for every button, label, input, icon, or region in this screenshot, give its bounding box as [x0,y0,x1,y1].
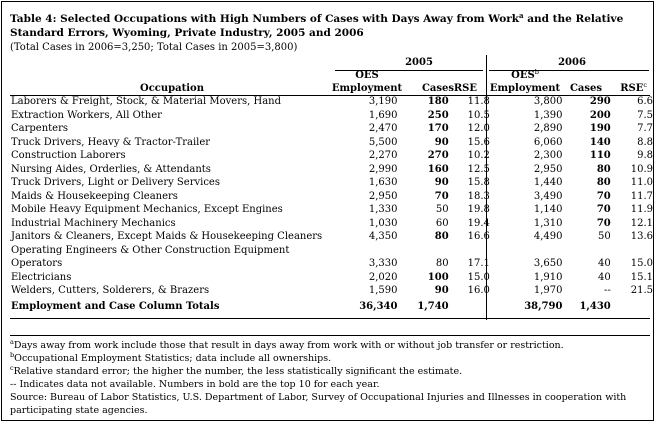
cases-2006-cell: 80 [596,177,611,188]
table-row [11,149,653,163]
cases-2006-cell: 40 [598,258,611,269]
cases-2005-header: Cases [421,83,454,94]
cases-2005-cell: 250 [427,109,449,121]
cases-2005-cell: 80 [435,258,449,269]
totals-oes-2006: 38,790 [524,300,563,312]
cases-2005-cell: 180 [427,96,449,107]
rse-2005-cell: 19.8 [467,204,490,215]
rse-2006-cell: 15.1 [630,271,653,283]
oes-2006-label: OES [511,70,535,81]
oes-2005-cell: 5,500 [368,136,398,148]
table-row [11,95,653,109]
data-table [11,95,653,315]
oes-2006-line2: Employment [489,83,561,94]
cases-2006-cell: 290 [589,96,611,107]
occupation-cell: Truck Drivers, Light or Delivery Services [11,177,220,188]
cases-2005-cell: 90 [434,177,449,188]
oes-2005-cell: 2,950 [368,190,398,202]
totals-top-rule [10,318,650,319]
cases-2005-cell: 90 [434,136,449,148]
totals-row [11,298,653,315]
oes-2006-line1 [488,69,562,82]
footnote-marker: c [643,81,647,89]
table-row [11,217,653,231]
rse-2006-cell: 11.7 [630,190,653,202]
oes-2006-cell: 6,060 [533,136,563,148]
occupation-cell: Extraction Workers, All Other [11,109,162,121]
table-row [11,163,653,177]
cases-2006-cell: 40 [598,271,611,283]
occupation-line1: Operating Engineers & Other Construction Equipment [11,244,290,256]
rse-2005-cell: 16.6 [467,231,490,242]
title-text-cont: and the Relative Standard Errors, Wyoming, Private Industry, 2005 and 2006 [10,13,624,39]
occupation-cell: Electricians [11,271,72,283]
rse-2005-header: RSE [453,83,477,94]
oes-2006-cell: 2,300 [533,150,563,161]
table-frame [1,1,654,421]
oes-2006-header [488,69,562,95]
table-row [11,244,653,271]
cases-2006-header: Cases [569,83,602,94]
table-row [11,271,653,285]
totals-cases-2005: 1,740 [417,300,449,312]
oes-2006-cell: 1,310 [533,217,563,229]
table-row [11,136,653,150]
oes-2005-cell: 3,330 [368,258,398,269]
occupation-cell: Welders, Cutters, Solderers, & Brazers [11,285,210,296]
cases-2006-cell: 200 [589,109,611,121]
oes-2005-cell: 1,330 [368,204,398,215]
footnote-dash: -- Indicates data not available. Numbers in bold are the top 10 for each year. [10,379,380,390]
footnote-a [10,339,650,352]
cases-2006-cell: 70 [596,190,611,202]
rse-2005-cell: 10.2 [467,150,490,161]
rse-2005-cell: 15.0 [467,271,490,283]
cases-2005-cell: 90 [434,285,449,296]
table-row [11,109,653,123]
occupation-cell [11,244,329,271]
rse-2006-cell: 7.5 [637,109,653,121]
oes-2005-cell: 1,030 [368,217,398,229]
occupation-cell: Industrial Machinery Mechanics [11,217,176,229]
oes-2005-cell: 2,270 [368,150,398,161]
cases-2005-cell: 60 [435,217,449,229]
rse-2005-cell: 11.8 [467,96,490,107]
table-row [11,203,653,217]
footnote-marker: a [10,338,14,346]
rse-2006-label: RSE [620,83,644,94]
cases-2005-cell: 50 [435,204,449,215]
footnote-marker: a [519,11,524,20]
oes-2005-line1: OES [355,70,379,81]
oes-2006-cell: 2,890 [533,123,563,134]
title-text: Table 4: Selected Occupations with High Numbers of Cases with Days Away from Work [10,13,520,25]
cases-2006-cell: 110 [589,150,611,161]
table-row [11,122,653,136]
cases-2005-cell: 80 [434,231,449,242]
occupation-cell: Laborers & Freight, Stock, & Material Movers, Hand [11,96,282,107]
rse-2005-cell: 15.6 [467,136,490,148]
rse-2006-header [607,82,647,95]
footnote-marker: b [534,68,539,76]
source-note: Source: Bureau of Labor Statistics, U.S. Department of Labor, Survey of Occupational Injuries and Illnesses in cooperation with participating state agencies. [10,392,627,416]
occupation-line2: Operators [11,258,63,269]
oes-2005-line2: Employment [331,83,403,94]
totals-cases-2006: 1,430 [579,300,611,312]
rse-2006-cell: 11.0 [630,177,653,188]
rse-2005-cell: 12.5 [467,163,490,175]
rse-2006-cell: 11.9 [630,204,653,215]
year-2005-header: 2005 [405,57,433,68]
totals-bottom-rule [10,335,650,336]
cases-2005-cell: 270 [427,150,449,161]
occupation-header: Occupation [140,83,204,94]
footnote-c [10,365,650,378]
oes-2005-cell: 1,630 [368,177,398,188]
rse-2006-cell: 12.1 [630,217,653,229]
occupation-cell: Mobile Heavy Equipment Mechanics, Except Engines [11,204,283,215]
rse-2005-cell: 15.8 [467,177,490,188]
occupation-cell: Truck Drivers, Heavy & Tractor-Trailer [11,136,211,148]
cases-2005-cell: 160 [427,163,449,175]
oes-2005-cell: 3,190 [368,96,398,107]
table-subtitle: (Total Cases in 2006=3,250; Total Cases in 2005=3,800) [10,42,298,53]
oes-2005-cell: 2,990 [368,163,398,175]
oes-2005-cell: 1,690 [368,109,398,121]
oes-2006-cell: 3,800 [533,96,563,107]
rse-2006-cell: 10.9 [630,163,653,175]
occupation-cell: Nursing Aides, Orderlies, & Attendants [11,163,211,175]
cases-2006-cell: 70 [596,217,611,229]
table-row [11,176,653,190]
oes-2006-cell: 1,140 [533,204,563,215]
rse-2005-cell: 12.0 [467,123,490,134]
table-row [11,230,653,244]
footnotes [10,339,650,417]
oes-2005-cell: 2,020 [368,271,398,283]
cases-2005-cell: 170 [427,123,449,134]
cases-2005-cell: 100 [427,271,449,283]
oes-2006-cell: 1,390 [533,109,563,121]
oes-2006-cell: 3,650 [533,258,563,269]
year-2006-header: 2006 [558,57,586,68]
rse-2006-cell: 9.8 [637,150,653,161]
footnote-text: Days away from work include those that result in days away from work with or without job transfer or restriction. [13,340,564,351]
table-title [10,12,650,40]
oes-2006-cell: 2,950 [533,163,563,175]
totals-label: Employment and Case Column Totals [11,300,220,312]
rse-2005-cell: 16.0 [467,285,490,296]
occupation-cell: Construction Laborers [11,150,126,161]
rse-2006-cell: 15.0 [630,258,653,269]
oes-2006-cell: 1,970 [533,285,563,296]
rse-2005-cell: 18.3 [467,190,490,202]
rse-2005-cell: 19.4 [467,217,490,229]
oes-2005-cell: 2,470 [368,123,398,134]
cases-2006-cell: 70 [596,204,611,215]
rse-2005-cell: 10.5 [467,109,490,121]
cases-2006-cell: 50 [598,231,611,242]
totals-rse-2006 [611,298,653,315]
table-row [11,190,653,204]
rse-2006-cell: 13.6 [630,231,653,242]
oes-2006-cell: 1,440 [533,177,563,188]
footnote-text: Relative standard error; the higher the number, the less statistically significant the estimate. [13,366,463,377]
oes-2005-header [331,69,403,95]
cases-2006-cell: 190 [589,123,611,134]
occupation-cell: Carpenters [11,123,69,134]
cases-2006-cell: -- [604,285,611,296]
rse-2006-cell: 8.8 [637,136,653,148]
totals-rse-2005 [449,298,490,315]
rse-2006-cell: 7.7 [637,123,653,134]
footnote-marker: b [10,351,15,359]
footnote-text: Occupational Employment Statistics; data include all ownerships. [14,353,332,364]
cases-2006-cell: 140 [589,136,611,148]
oes-2005-cell: 1,590 [368,285,398,296]
table-body [11,95,653,315]
oes-2005-cell: 4,350 [368,231,398,242]
cases-2005-cell: 70 [434,190,449,202]
oes-2006-cell: 3,490 [533,190,563,202]
table-row [11,284,653,298]
occupation-cell: Janitors & Cleaners, Except Maids & Housekeeping Cleaners [11,231,323,242]
footnote-marker: c [10,364,14,372]
cases-2006-cell: 80 [596,163,611,175]
rse-2005-cell: 17.1 [467,258,490,269]
totals-oes-2005: 36,340 [359,300,398,312]
rse-2006-cell: 6.6 [637,96,653,107]
oes-2006-cell: 4,490 [533,231,563,242]
footnote-b [10,352,650,365]
rse-2006-cell: 21.5 [630,285,653,296]
occupation-cell: Maids & Housekeeping Cleaners [11,190,178,202]
oes-2006-cell: 1,910 [533,271,563,283]
